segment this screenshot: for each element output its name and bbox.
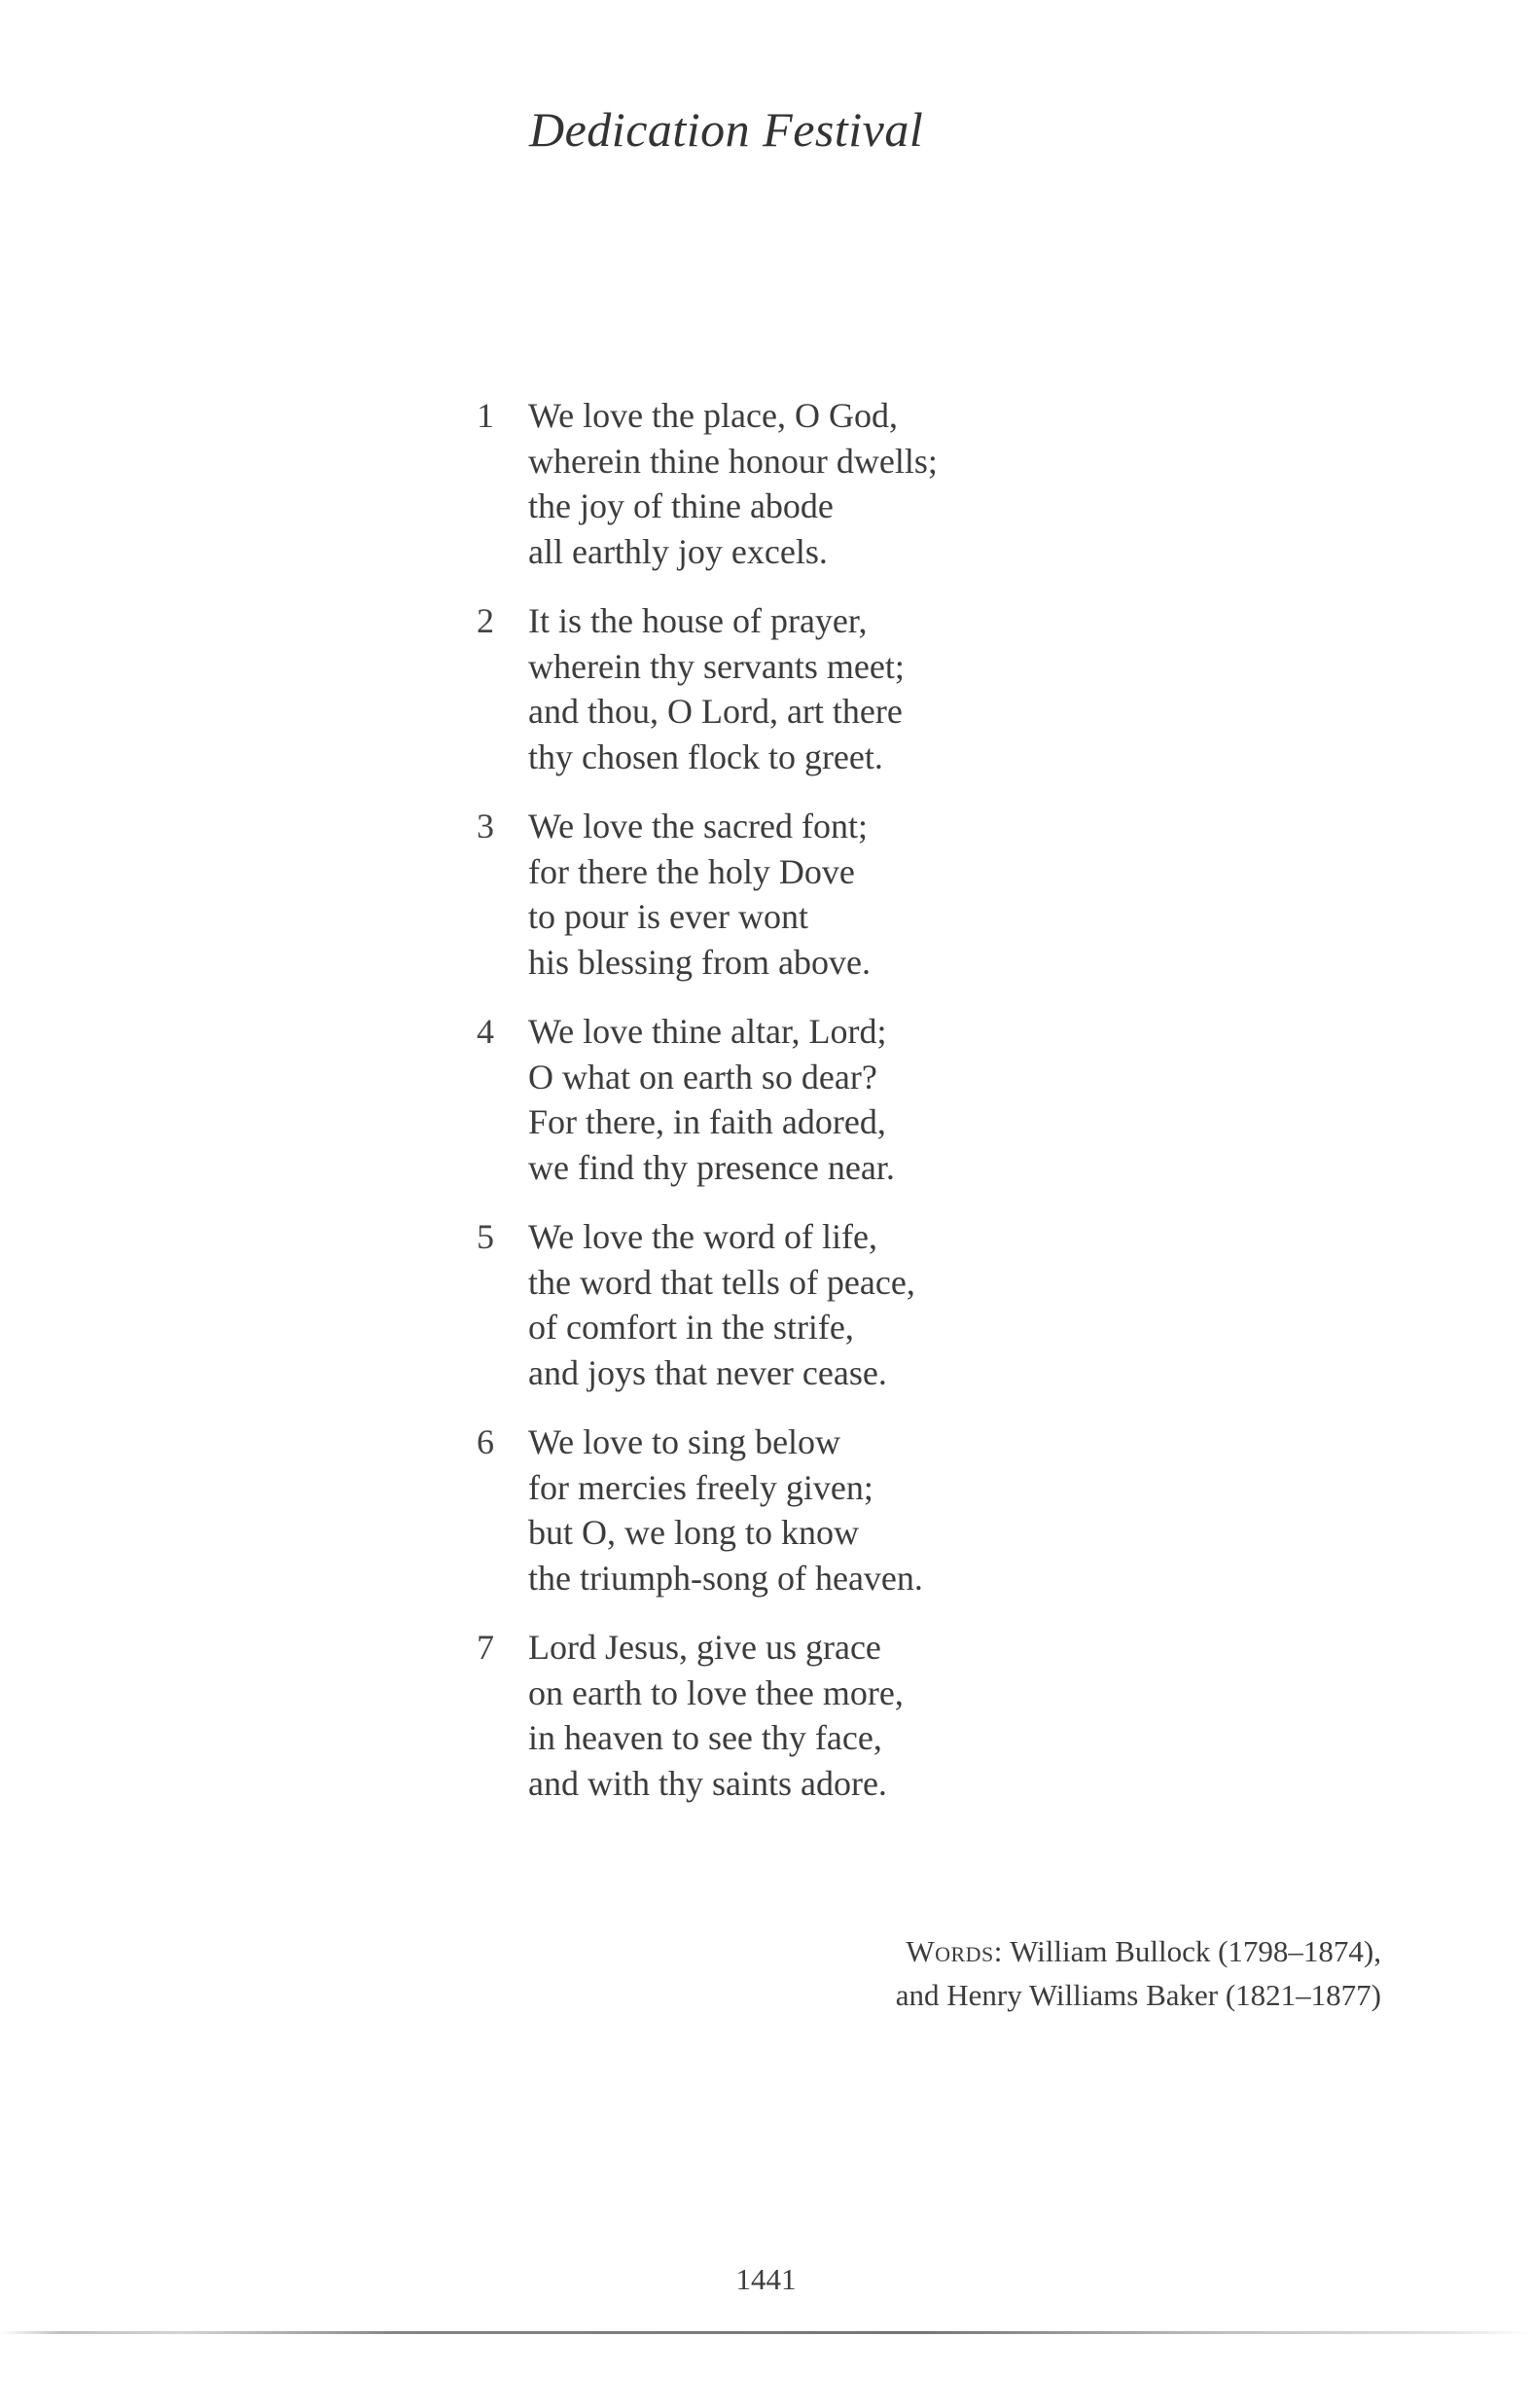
verse-line: thy chosen flock to greet.	[528, 737, 883, 776]
verse-line: for mercies freely given;	[528, 1467, 873, 1507]
verse-line: for there the holy Dove	[528, 851, 855, 891]
verse-6	[477, 1420, 1158, 1625]
verse-line: It is the house of prayer,	[528, 601, 868, 640]
attribution-line-2: and Henry Williams Baker (1821–1877)	[895, 1978, 1381, 2012]
verse-5	[477, 1214, 1158, 1420]
verse-line: and thou, O Lord, art there	[528, 692, 903, 732]
verse-number: 1	[477, 396, 494, 435]
attribution-line-1	[896, 1929, 1381, 1973]
verse-7	[477, 1625, 1158, 1830]
verse-line: For there, in faith adored,	[528, 1102, 886, 1142]
verse-line: and with thy saints adore.	[528, 1763, 887, 1803]
verse-line: We love the place, O God,	[528, 396, 898, 435]
verse-number: 3	[477, 807, 494, 845]
verse-line: We love the word of life,	[528, 1217, 877, 1256]
verse-1	[477, 393, 1158, 598]
verse-line: We love thine altar, Lord;	[528, 1012, 887, 1051]
verse-line: We love to sing below	[528, 1422, 841, 1461]
verse-3	[477, 804, 1158, 1009]
verse-line: wherein thine honour dwells;	[528, 441, 938, 481]
verse-2	[477, 598, 1158, 804]
verse-line: We love the sacred font;	[528, 807, 868, 845]
verse-line: the word that tells of peace,	[528, 1262, 915, 1302]
verse-line: of comfort in the strife,	[528, 1308, 854, 1348]
verse-line: Lord Jesus, give us grace	[528, 1628, 881, 1667]
page-edge-rule	[0, 2331, 1532, 2334]
verse-line: in heaven to see thy face,	[528, 1718, 882, 1758]
attribution-label: Words:	[906, 1934, 1003, 1968]
verse-line: wherein thy servants meet;	[528, 646, 905, 686]
verse-line: on earth to love thee more,	[528, 1672, 904, 1712]
verse-line: his blessing from above.	[528, 942, 871, 982]
verse-line: and joys that never cease.	[528, 1352, 887, 1392]
verse-line: to pour is ever wont	[528, 897, 808, 937]
page-title: Dedication Festival	[529, 102, 924, 157]
verse-line: but O, we long to know	[528, 1513, 859, 1553]
verse-line: all earthly joy excels.	[528, 531, 828, 571]
verse-line: O what on earth so dear?	[528, 1057, 877, 1096]
verse-number: 2	[477, 601, 494, 640]
attribution-author-1: William Bullock (1798–1874),	[1002, 1934, 1381, 1968]
verse-line: the joy of thine abode	[528, 486, 834, 526]
verse-number: 5	[477, 1217, 494, 1256]
verse-number: 6	[477, 1422, 494, 1461]
verses	[477, 393, 1158, 1830]
verse-line: we find thy presence near.	[528, 1147, 895, 1187]
page-number: 1441	[735, 2262, 797, 2296]
verse-line: the triumph-song of heaven.	[528, 1558, 923, 1598]
verse-4	[477, 1009, 1158, 1214]
attribution	[896, 1929, 1381, 2017]
verse-number: 7	[477, 1628, 494, 1667]
verse-number: 4	[477, 1012, 494, 1051]
